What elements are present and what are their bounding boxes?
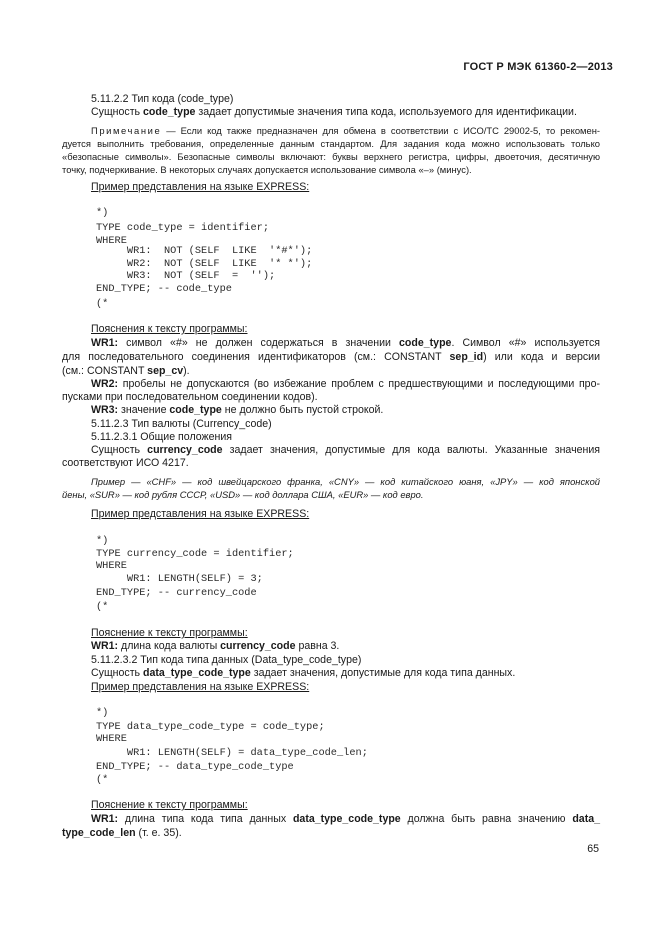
currency-wr1-line: WR1: длина кода валюты currency_code равна 3. — [91, 640, 340, 652]
code-line: *) — [96, 535, 109, 547]
code-line: TYPE code_type = identifier; — [96, 222, 270, 234]
data-type-wr1-line-2: type_code_len (т. е. 35). — [62, 827, 182, 839]
code-line: TYPE currency_code = identifier; — [96, 548, 294, 560]
code-line: (* — [96, 774, 109, 786]
explanation-heading: Пояснение к тексту программы: — [91, 799, 248, 811]
code-line: (* — [96, 601, 109, 613]
wr2-line-2: пусками при последовательном соединении кодов). — [62, 391, 318, 403]
wr2-line-1: WR2: пробелы не допускаются (во избежание проблем с предшествующими и последующими про- — [91, 378, 600, 390]
page-number: 65 — [587, 843, 599, 855]
currency-example-line-1: Пример — «CHF» — код швейцарского франка, «CNY» — код китайского юаня, «JPY» — код японской — [91, 476, 600, 487]
code-line: (* — [96, 298, 109, 310]
note-line-1: Примечание — Если код также предназначен для обмена в соответствии с ИСО/ТС 29002-5, то рекомен- — [91, 125, 600, 136]
document-header: ГОСТ Р МЭК 61360-2—2013 — [463, 61, 613, 73]
code-line: WR2: NOT (SELF LIKE '* *'); — [96, 258, 313, 270]
currency-description-line-1: Сущность currency_code задает значения, допустимые для кода валюты. Указанные значения — [91, 444, 600, 456]
note-line-2: дуется выполнить требования, определенные данным стандартом. Для задания кода можно использовать только — [62, 138, 600, 149]
code-line: WR1: NOT (SELF LIKE '*#*'); — [96, 245, 313, 257]
subsection-heading-general: 5.11.2.3.1 Общие положения — [91, 431, 233, 443]
section-heading-data-type-code: 5.11.2.3.2 Тип кода типа данных (Data_type_code_type) — [91, 654, 362, 666]
code-line: END_TYPE; -- currency_code — [96, 587, 257, 599]
code-line: END_TYPE; -- code_type — [96, 283, 232, 295]
example-heading: Пример представления на языке EXPRESS: — [91, 681, 310, 693]
explanation-heading: Пояснение к тексту программы: — [91, 627, 248, 639]
code-line: TYPE data_type_code_type = code_type; — [96, 721, 325, 733]
code-line: WHERE — [96, 733, 127, 745]
wr1-line-1: WR1: символ «#» не должен содержаться в значении code_type. Символ «#» используется — [91, 337, 600, 349]
explanation-heading: Пояснения к тексту программы: — [91, 323, 248, 335]
wr1-line-2: для последовательного соединения идентификаторов (см.: CONSTANT sep_id) или кода и версии — [62, 351, 600, 363]
currency-description-line-2: соответствуют ИСО 4217. — [62, 457, 189, 469]
example-heading: Пример представления на языке EXPRESS: — [91, 181, 310, 193]
data-type-wr1-line-1: WR1: длина типа кода типа данных data_type_code_type должна быть равна значению data_ — [91, 813, 601, 825]
code-line: WR3: NOT (SELF = ''); — [96, 270, 276, 282]
code-line: END_TYPE; -- data_type_code_type — [96, 761, 294, 773]
code-line: *) — [96, 707, 109, 719]
code-type-description: Сущность code_type задает допустимые значения типа кода, используемого для идентификации. — [91, 106, 577, 118]
code-line: WHERE — [96, 560, 127, 572]
code-line: WHERE — [96, 235, 127, 247]
wr3-line: WR3: значение code_type не должно быть пустой строкой. — [91, 404, 384, 416]
code-line: *) — [96, 207, 109, 219]
example-heading: Пример представления на языке EXPRESS: — [91, 508, 310, 520]
section-heading-code-type: 5.11.2.2 Тип кода (code_type) — [91, 93, 234, 105]
code-line: WR1: LENGTH(SELF) = data_type_code_len; — [96, 747, 368, 759]
wr1-line-3: (см.: CONSTANT sep_cv). — [62, 365, 190, 377]
data-type-code-description: Сущность data_type_code_type задает значения, допустимые для кода типа данных. — [91, 667, 516, 679]
note-line-4: точку, подчеркивание. В некоторых случаях допускается использование символа «–» (минус). — [62, 164, 472, 175]
section-heading-currency: 5.11.2.3 Тип валюты (Currency_code) — [91, 418, 272, 430]
note-line-3: «безопасные символы». Безопасные символы включают: буквы верхнего регистра, цифры, двоеточия, десятичную — [62, 151, 600, 162]
currency-example-line-2: йены, «SUR» — код рубля СССР, «USD» — код доллара США, «EUR» — код евро. — [62, 489, 424, 500]
code-line: WR1: LENGTH(SELF) = 3; — [96, 573, 263, 585]
